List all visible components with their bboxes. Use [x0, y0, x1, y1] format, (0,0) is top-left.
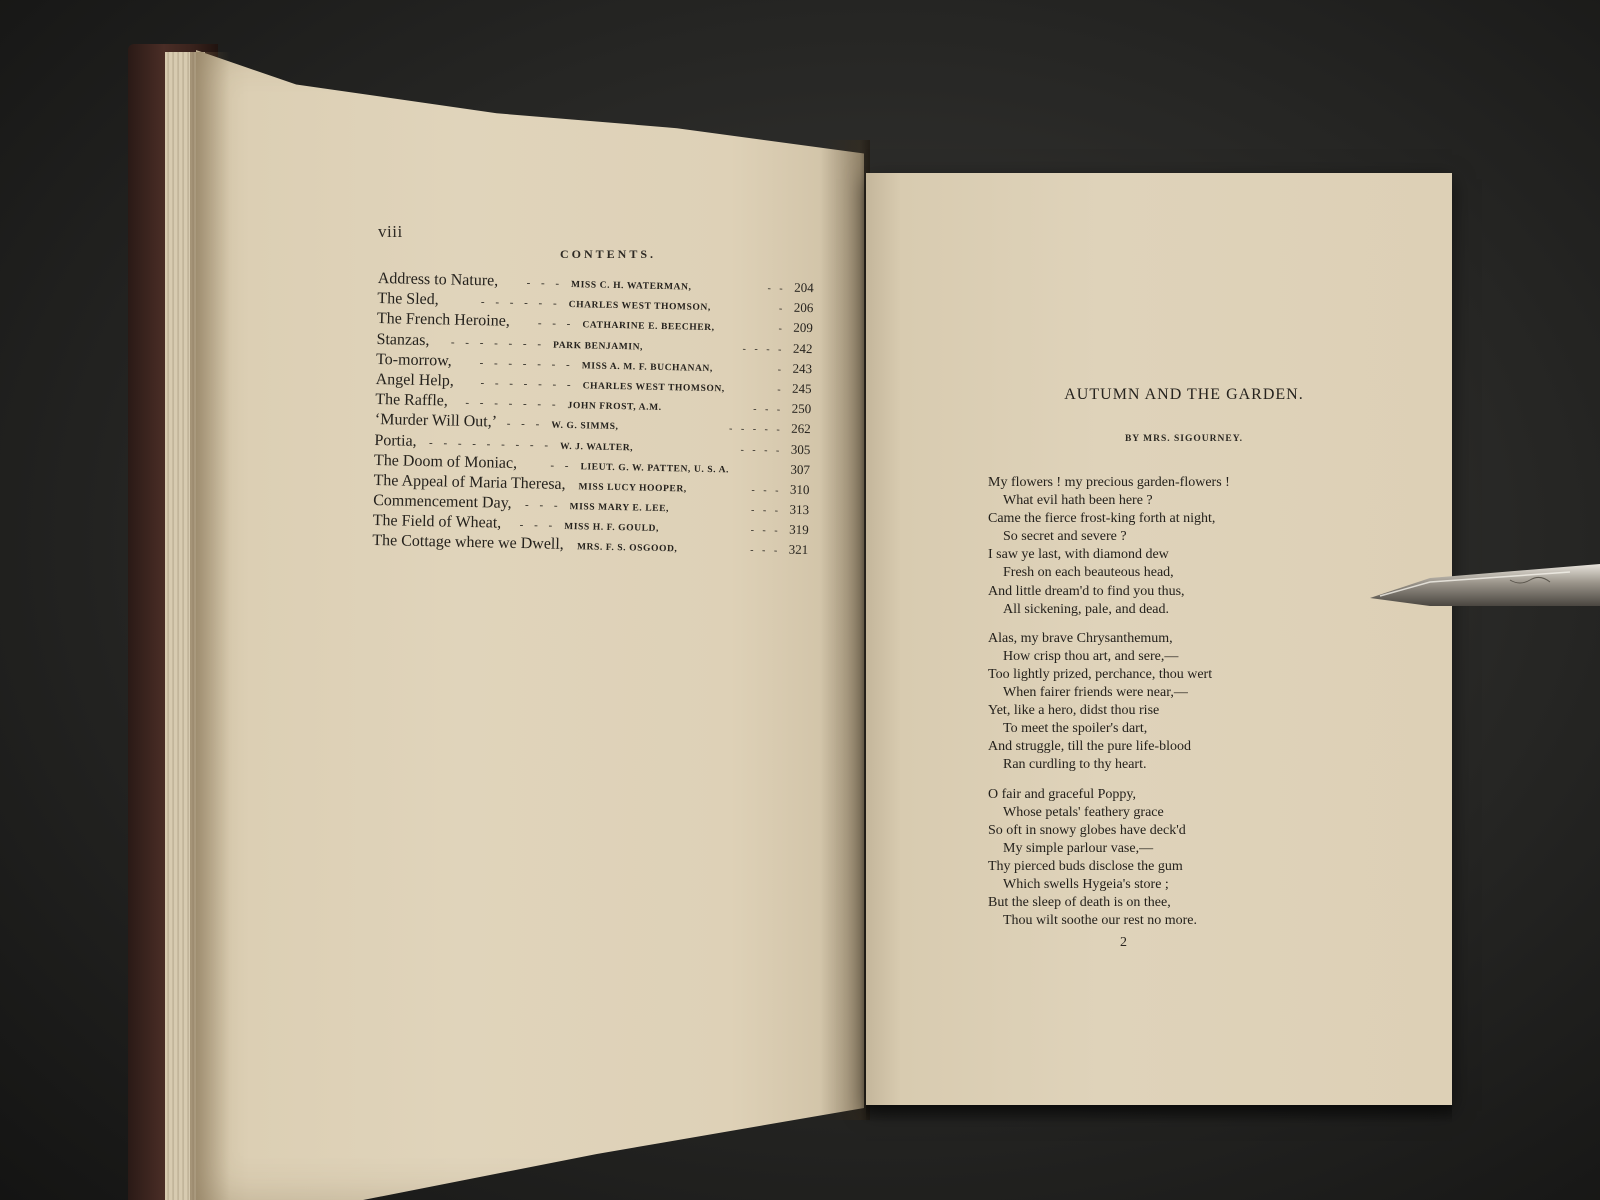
entry-leader: - [777, 384, 784, 396]
entry-page: 313 [789, 501, 810, 518]
entry-author: MRS. F. S. OSGOOD, [576, 542, 678, 555]
entry-author: PARK BENJAMIN, [552, 340, 644, 353]
poem-line: Fresh on each beauteous head, [1003, 565, 1174, 581]
entry-leader: - - - [526, 277, 564, 290]
entry-title: Angel Help, [375, 370, 455, 390]
poem-line: Yet, like a hero, didst thou rise [988, 703, 1160, 719]
entry-title: The Raffle, [375, 391, 449, 410]
poem-line: Came the fierce frost-king forth at night, [988, 511, 1216, 527]
entry-author: MISS C. H. WATERMAN, [570, 280, 692, 293]
entry-author: CHARLES WEST THOMSON, [568, 300, 711, 314]
poem-line: And little dream'd to find you thus, [988, 583, 1185, 599]
poem-line: But the sleep of death is on thee, [988, 895, 1171, 911]
poem-line: Too lightly prized, perchance, thou wert [988, 666, 1213, 682]
entry-page: 206 [793, 299, 814, 316]
entry-author: JOHN FROST, A.M. [567, 401, 662, 414]
entry-author: MISS A. M. F. BUCHANAN, [581, 361, 713, 374]
entry-leader: - [778, 323, 785, 335]
poem-title: AUTUMN AND THE GARDEN. [1064, 386, 1304, 403]
poem-line: O fair and graceful Poppy, [988, 786, 1136, 802]
entry-page: 245 [791, 380, 812, 397]
entry-leader: - - - - [742, 343, 785, 356]
entry-author: MISS MARY E. LEE, [569, 502, 670, 515]
right-page-shadow [866, 1105, 1452, 1123]
entry-title: Stanzas, [376, 330, 430, 349]
poem-line: To meet the spoiler's dart, [1003, 721, 1148, 737]
entry-page: 310 [789, 481, 810, 497]
poem-stanza [988, 630, 1308, 775]
poem-line: My flowers ! my precious garden-flowers ! [988, 475, 1230, 490]
entry-page: 319 [789, 521, 809, 538]
poem-line: Whose petals' feathery grace [1003, 804, 1164, 820]
entry-title: The Appeal of Maria Theresa, [373, 471, 566, 493]
entry-leader: - - - [524, 499, 562, 512]
page-edge-shadow [190, 52, 230, 1200]
entry-leader: - - - [750, 504, 782, 517]
poem-line: How crisp thou art, and sere,— [1003, 648, 1179, 664]
entry-page: 204 [794, 279, 814, 296]
entry-leader: - - - - - - - - - [428, 436, 553, 452]
poem-line: What evil hath been here ? [1003, 493, 1153, 509]
entry-leader: - - - - - - - [450, 336, 546, 351]
entry-title: The Doom of Moniac, [373, 451, 518, 472]
poem-line: Ran curdling to thy heart. [1003, 757, 1147, 773]
poem-line: So secret and severe ? [1003, 529, 1127, 545]
entry-leader: - - - - [740, 444, 783, 457]
entry-leader: - - - - - - - [465, 396, 560, 411]
entry-author: W. J. WALTER, [559, 441, 634, 453]
entry-leader: - - [767, 283, 786, 295]
entry-leader: - - - - - [728, 423, 783, 436]
entry-title: Address to Nature, [377, 270, 499, 290]
entry-leader: - - - [751, 484, 782, 497]
entry-leader: - - - - - - - [480, 377, 575, 392]
entry-title: The Sled, [377, 290, 439, 309]
poem-line: Alas, my brave Chrysanthemum, [988, 630, 1173, 646]
poem-stanza [988, 786, 1308, 931]
poem-line: I saw ye last, with diamond dew [988, 547, 1169, 563]
entry-leader: - - - [750, 525, 781, 537]
poem-line: Thy pierced buds disclose the gum [988, 858, 1183, 874]
poem-line: Thou wilt soothe our rest no more. [1003, 913, 1198, 929]
entry-leader: - - - [753, 404, 784, 416]
right-page-number: 2 [1120, 935, 1127, 950]
poem-body [988, 474, 1308, 941]
entry-leader: - - - [506, 418, 544, 431]
entry-page: 250 [791, 400, 812, 417]
entry-title: The Cottage where we Dwell, [372, 532, 564, 554]
gutter-shadow [820, 140, 870, 1120]
entry-leader: - [777, 364, 785, 376]
entry-leader: - - - [537, 317, 575, 331]
entry-leader: - - - - - - [480, 296, 561, 311]
entry-page: 242 [792, 340, 813, 356]
poem-line: Which swells Hygeia's store ; [1003, 876, 1169, 892]
poem-line: When fairer friends were near,— [1003, 685, 1188, 701]
contents-heading: CONTENTS. [560, 247, 657, 261]
entry-leader: - - - [750, 545, 781, 557]
entry-title: ‘Murder Will Out,’ [374, 411, 498, 431]
entry-title: Portia, [374, 431, 417, 450]
entry-leader: - - - [519, 519, 557, 533]
entry-page: 262 [791, 421, 811, 437]
entry-page: 243 [792, 360, 813, 376]
poem-line: My simple parlour vase,— [1003, 840, 1154, 856]
entry-page: 321 [788, 542, 809, 558]
entry-title: Commencement Day, [372, 492, 512, 512]
contents-list [372, 270, 814, 562]
entry-page: 307 [790, 461, 811, 477]
entry-author: W. G. SIMMS, [551, 420, 619, 433]
poem-stanza [988, 474, 1308, 619]
poem-line: So oft in snowy globes have deck'd [988, 822, 1186, 838]
entry-title: The Field of Wheat, [372, 512, 502, 532]
letter-opener-icon [1370, 560, 1600, 630]
entry-leader: - [778, 303, 786, 315]
left-page [196, 50, 864, 1200]
entry-page: 305 [790, 441, 811, 457]
entry-title: The French Heroine, [376, 310, 510, 331]
entry-leader [748, 472, 781, 473]
entry-author: CATHARINE E. BEECHER, [582, 320, 715, 334]
entry-leader: - - [550, 459, 573, 472]
entry-author: LIEUT. G. W. PATTEN, U. S. A. [580, 461, 730, 476]
entry-title: To-morrow, [375, 350, 452, 370]
entry-page: 209 [793, 320, 814, 336]
entry-leader: - - - - - - - [479, 356, 574, 371]
left-page-number: viii [378, 222, 403, 241]
entry-author: MISS H. F. GOULD, [564, 522, 660, 535]
poem-line: All sickening, pale, and dead. [1003, 601, 1170, 617]
poem-line: And struggle, till the pure life-blood [988, 739, 1191, 755]
entry-author: CHARLES WEST THOMSON, [582, 381, 725, 395]
poem-byline: BY MRS. SIGOURNEY. [1124, 434, 1244, 444]
entry-author: MISS LUCY HOOPER, [578, 482, 687, 495]
